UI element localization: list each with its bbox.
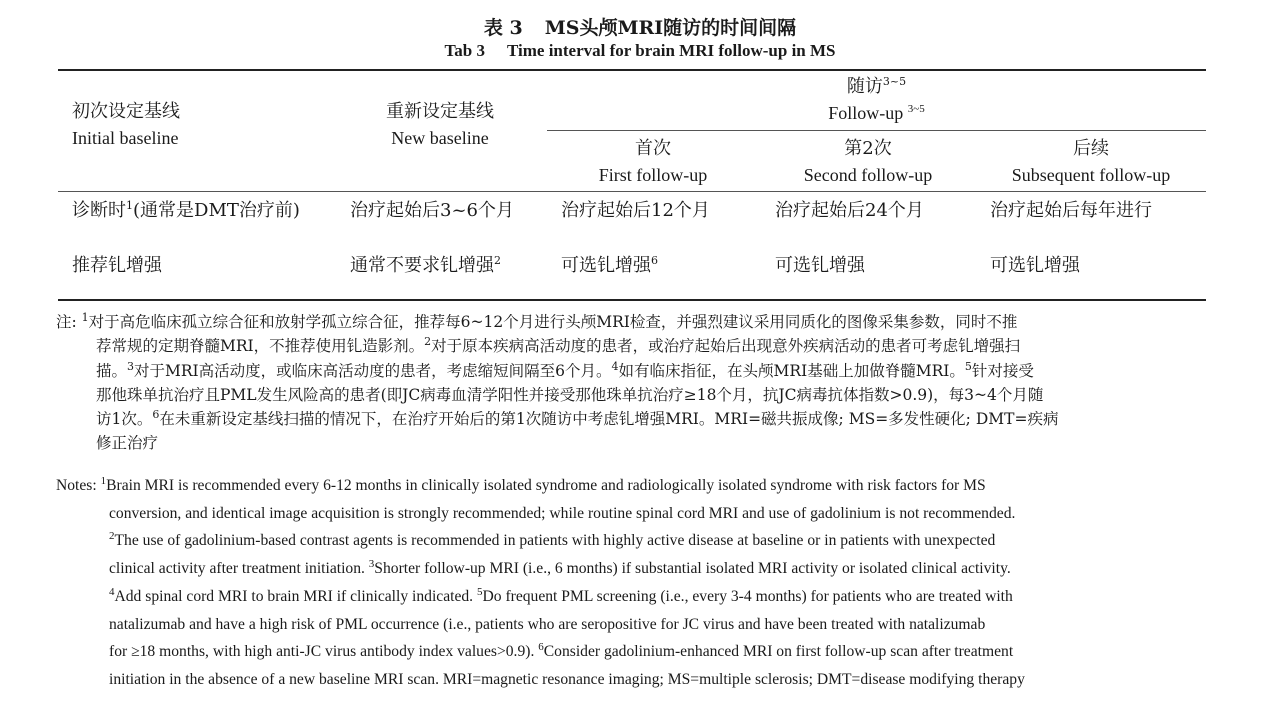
note-text: 荐常规的定期脊髓MRI，不推荐使用钆造影剂。 <box>96 337 425 356</box>
note-en-line-7 <box>56 638 1025 666</box>
note-text: 如有临床指征，在头颅MRI基础上加做脊髓MRI。 <box>618 361 965 380</box>
note-ref: 6 <box>152 408 160 422</box>
header-initial-baseline-en: Initial baseline <box>72 128 179 148</box>
note-cn-line-1 <box>56 310 1058 334</box>
table-row-1-second <box>775 198 924 224</box>
note-en-line-4 <box>56 555 1025 583</box>
header-first-follow-up <box>553 136 753 188</box>
note-text: conversion, and identical image acquisition is strongly recommended; while routine spinal cord MRI and use of gadolinium is not recommended. <box>109 504 1016 522</box>
note-text: Consider gadolinium-enhanced MRI on first follow-up scan after treatment <box>543 643 1014 661</box>
header-second-follow-up <box>768 136 968 188</box>
row-1-initial-ref: 1 <box>126 199 133 212</box>
row-1-subsequent-text: 治疗起始后每年进行 <box>990 200 1152 221</box>
table-row-2-new <box>350 253 501 279</box>
header-new-baseline <box>340 99 540 151</box>
note-ref: 5 <box>964 359 972 373</box>
note-text: 那他珠单抗治疗且PML发生风险高的患者(即JC病毒血清学阳性并接受那他珠单抗治疗≥18个月，抗JC病毒抗体指数>0.9)，每3~4个月随 <box>96 385 1044 404</box>
row-2-initial-text: 推荐钆增强 <box>72 255 162 276</box>
note-cn-line-3 <box>56 359 1058 383</box>
note-text: Do frequent PML screening (i.e., every 3-4 months) for patients who are treated with <box>482 587 1013 605</box>
note-text: 对于原本疾病高活动度的患者，或治疗起始后出现意外疾病活动的患者可考虑钆增强扫 <box>431 337 1021 356</box>
note-text: Shorter follow-up MRI (i.e., 6 months) if substantial isolated MRI activity or isolated clinical activity. <box>374 560 1011 578</box>
table-row-1-first <box>561 198 710 224</box>
note-ref: 4 <box>109 585 115 598</box>
notes-en-label: Notes: <box>56 477 97 494</box>
header-second-follow-up-en: Second follow-up <box>803 165 933 185</box>
note-cn-line-6 <box>56 431 1058 455</box>
header-second-follow-up-cn: 第2次 <box>844 138 892 159</box>
row-1-new-text: 治疗起始后3~6个月 <box>350 200 514 221</box>
note-ref: 6 <box>538 641 544 654</box>
note-ref: 2 <box>424 335 432 349</box>
note-text: for ≥18 months, with high anti-JC virus antibody index values>0.9). <box>109 643 539 661</box>
table-title-en-text: Time interval for brain MRI follow-up in MS <box>506 41 836 60</box>
row-2-subsequent-text: 可选钆增强 <box>990 255 1080 276</box>
note-cn-line-2 <box>56 334 1058 358</box>
table-row-2-initial <box>72 253 162 279</box>
header-follow-up-en: Follow-up <box>828 103 904 123</box>
header-follow-up <box>547 74 1206 126</box>
row-2-second-text: 可选钆增强 <box>775 255 865 276</box>
header-follow-up-en-ref: 3~5 <box>907 103 925 115</box>
notes-cn-label: 注: <box>56 313 77 331</box>
note-text: natalizumab and have a high risk of PML occurrence (i.e., patients who are seropositive for JC virus and have been treated with natalizumab <box>109 615 986 633</box>
note-text: 访1次。 <box>96 410 153 429</box>
table-title-cn-text: MS头颅MRI随访的时间间隔 <box>544 17 797 39</box>
note-ref: 4 <box>611 359 619 373</box>
header-subsequent-follow-up <box>980 136 1202 188</box>
header-follow-up-cn: 随访 <box>846 76 883 97</box>
note-ref: 3 <box>127 359 135 373</box>
header-first-follow-up-en: First follow-up <box>598 165 708 185</box>
notes-cn <box>56 310 1058 456</box>
note-cn-line-5 <box>56 407 1058 431</box>
table-row-2-subsequent <box>990 253 1080 279</box>
row-1-second-text: 治疗起始后24个月 <box>775 200 924 221</box>
note-ref: 2 <box>109 530 115 543</box>
table-bottom-rule <box>58 299 1206 301</box>
row-2-new-ref: 2 <box>494 254 501 267</box>
header-initial-baseline-cn: 初次设定基线 <box>72 101 180 122</box>
note-ref: 3 <box>368 557 375 570</box>
notes-en <box>56 472 1025 694</box>
note-cn-line-4 <box>56 383 1058 407</box>
note-text: 针对接受 <box>971 361 1034 380</box>
table-row-1-initial <box>72 198 300 224</box>
row-1-first-text: 治疗起始后12个月 <box>561 200 710 221</box>
table-title-cn <box>0 13 1280 40</box>
row-1-initial-text-cont: (通常是DMT治疗前) <box>133 200 300 221</box>
note-text: 在未重新设定基线扫描的情况下，在治疗开始后的第1次随访中考虑钆增强MRI。MRI=磁共振成像; MS=多发性硬化; DMT=疾病 <box>159 410 1059 429</box>
table-number-en: Tab 3 <box>444 41 485 60</box>
row-2-new-text: 通常不要求钆增强 <box>350 255 494 276</box>
table-number-cn: 表 3 <box>483 17 523 39</box>
note-en-line-2 <box>56 500 1025 528</box>
table-row-2-first <box>561 253 658 279</box>
note-ref: 5 <box>476 585 483 598</box>
header-first-follow-up-cn: 首次 <box>635 138 671 159</box>
note-ref: 1 <box>81 310 89 324</box>
header-subsequent-follow-up-en: Subsequent follow-up <box>1011 165 1171 185</box>
note-ref: 1 <box>100 474 107 487</box>
row-2-first-ref: 6 <box>651 254 658 267</box>
note-en-line-5 <box>56 583 1025 611</box>
table-top-rule <box>58 69 1206 71</box>
table-row-1-new <box>350 198 514 224</box>
note-text: initiation in the absence of a new baseline MRI scan. MRI=magnetic resonance imaging; MS=multiple sclerosis; DMT=disease modifying therapy <box>109 670 1025 688</box>
table-row-2-second <box>775 253 865 279</box>
table-row-1-subsequent <box>990 198 1152 224</box>
note-text: 对于高危临床孤立综合征和放射学孤立综合征，推荐每6~12个月进行头颅MRI检查，并强烈建议采用同质化的图像采集参数，同时不推 <box>88 313 1018 331</box>
note-text: Brain MRI is recommended every 6-12 months in clinically isolated syndrome and radiologically isolated syndrome with risk factors for MS <box>106 477 986 494</box>
note-en-line-8 <box>56 666 1025 694</box>
note-text: 修正治疗 <box>96 434 159 453</box>
note-text: 描。 <box>96 361 128 380</box>
note-en-line-3 <box>56 527 1025 555</box>
header-subsequent-follow-up-cn: 后续 <box>1073 138 1109 159</box>
note-text: Add spinal cord MRI to brain MRI if clinically indicated. <box>114 587 477 605</box>
row-2-first-text: 可选钆增强 <box>561 255 651 276</box>
row-1-initial-text: 诊断时 <box>72 200 126 221</box>
note-en-line-6 <box>56 611 1025 639</box>
header-new-baseline-en: New baseline <box>391 128 489 148</box>
note-en-line-1 <box>56 472 1025 500</box>
note-text: 对于MRI高活动度，或临床高活动度的患者，考虑缩短间隔至6个月。 <box>134 361 612 380</box>
table-header-rule <box>58 191 1206 192</box>
header-new-baseline-cn: 重新设定基线 <box>386 101 494 122</box>
note-text: clinical activity after treatment initiation. <box>109 560 369 578</box>
note-text: The use of gadolinium-based contrast agents is recommended in patients with highly active disease at baseline or in patients with unexpected <box>114 532 996 550</box>
header-follow-up-cn-ref: 3~5 <box>882 75 907 88</box>
header-initial-baseline <box>72 99 180 151</box>
table-title-en <box>0 41 1280 61</box>
follow-up-header-rule <box>547 130 1206 131</box>
